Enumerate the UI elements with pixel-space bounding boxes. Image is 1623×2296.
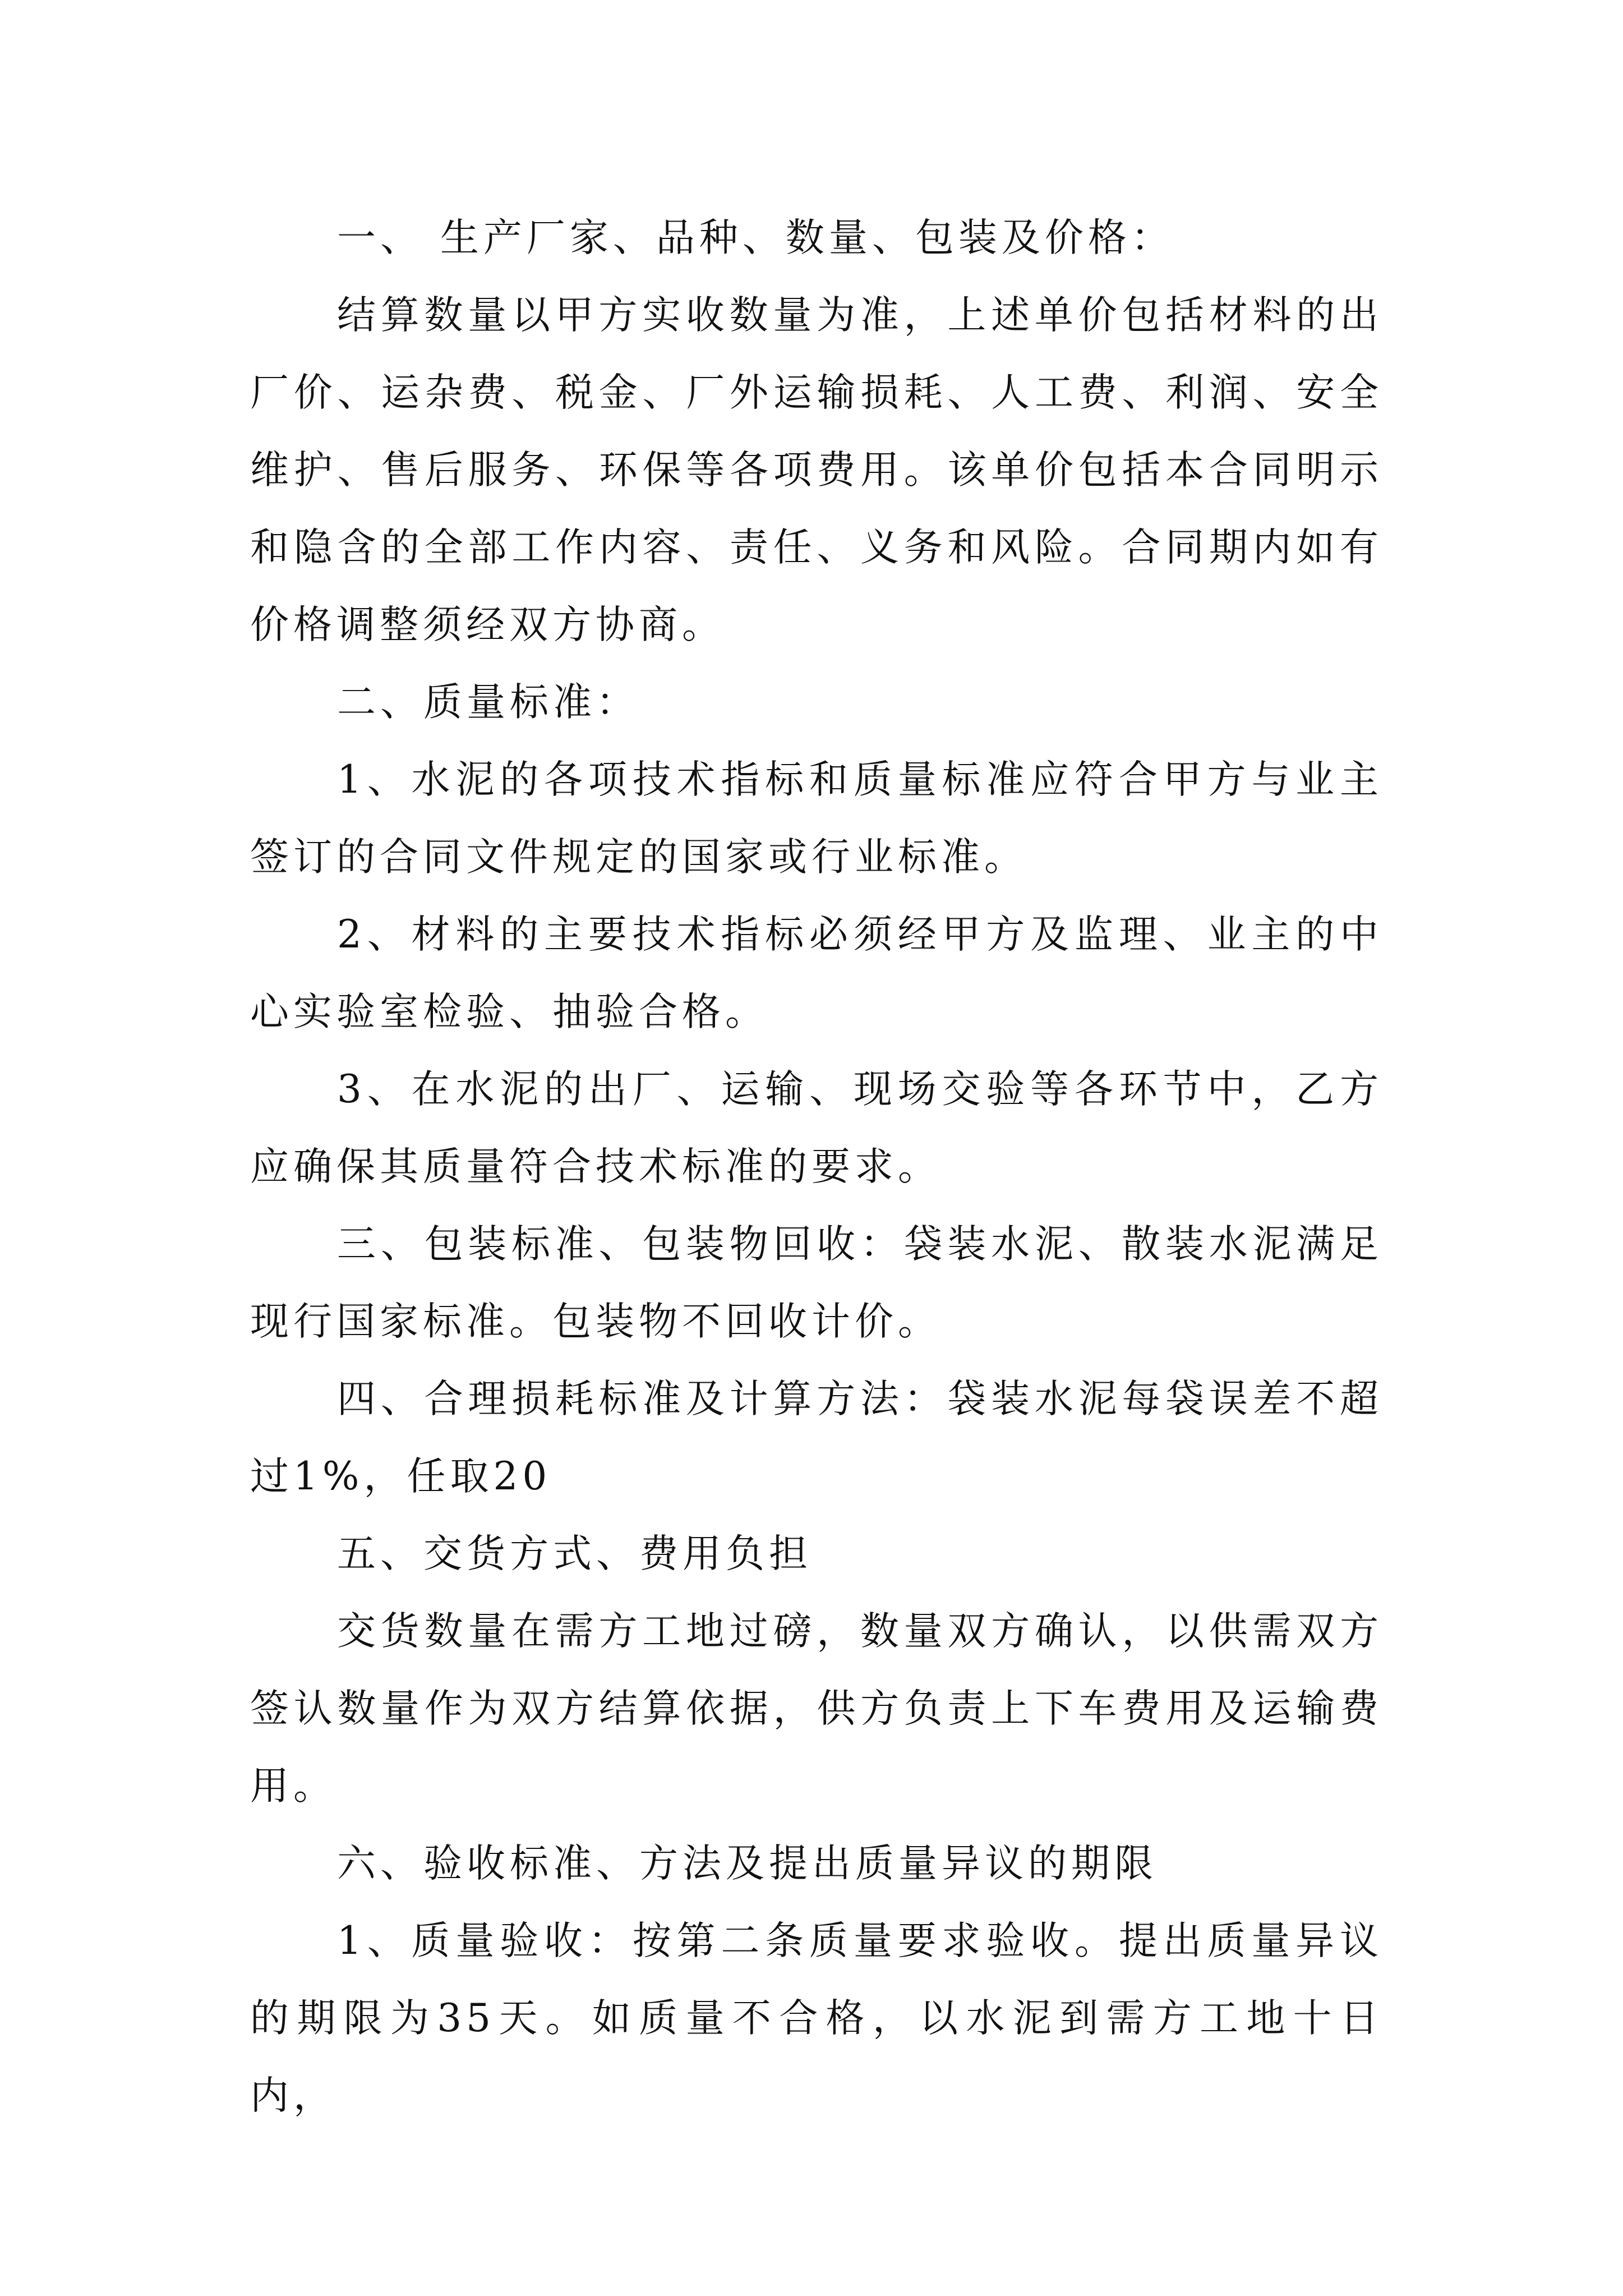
quality-item-3: 3、在水泥的出厂、运输、现场交验等各环节中，乙方应确保其质量符合技术标准的要求。 — [250, 1067, 1383, 1189]
section-heading-1: 一、 生产厂家、品种、数量、包装及价格： — [337, 215, 1174, 260]
settlement-paragraph: 结算数量以甲方实收数量为准，上述单价包括材料的出厂价、运杂费、税金、厂外运输损耗、人工费、利润、安全维护、售后服务、环保等各项费用。该单价包括本合同明示和隐含的全部工作内容、责任、义务和风险。合同期内如有价格调整须经双方协商。 — [250, 293, 1383, 647]
quality-item-1: 1、水泥的各项技术指标和质量标准应符合甲方与业主签订的合同文件规定的国家或行业标准。 — [250, 757, 1383, 880]
section-heading-5: 五、交货方式、费用负担 — [337, 1531, 812, 1576]
section-heading-3: 三、包装标准、包装物回收：袋装水泥、散装水泥满足现行国家标准。包装物不回收计价。 — [250, 1222, 1383, 1344]
delivery-paragraph: 交货数量在需方工地过磅，数量双方确认，以供需双方签认数量作为双方结算依据，供方负责上下车费用及运输费用。 — [250, 1609, 1383, 1809]
quality-item-2: 2、材料的主要技术指标必须经甲方及监理、业主的中心实验室检验、抽验合格。 — [250, 912, 1383, 1034]
document-body — [250, 199, 1383, 2134]
section-heading-2: 二、质量标准： — [337, 680, 639, 725]
section-heading-6: 六、验收标准、方法及提出质量异议的期限 — [337, 1841, 1158, 1886]
acceptance-item-1: 1、质量验收：按第二条质量要求验收。提出质量异议的期限为35天。如质量不合格，以水泥到需方工地十日内， — [250, 1918, 1383, 2118]
section-heading-4: 四、合理损耗标准及计算方法：袋装水泥每袋误差不超过1%，任取20 — [250, 1377, 1383, 1499]
